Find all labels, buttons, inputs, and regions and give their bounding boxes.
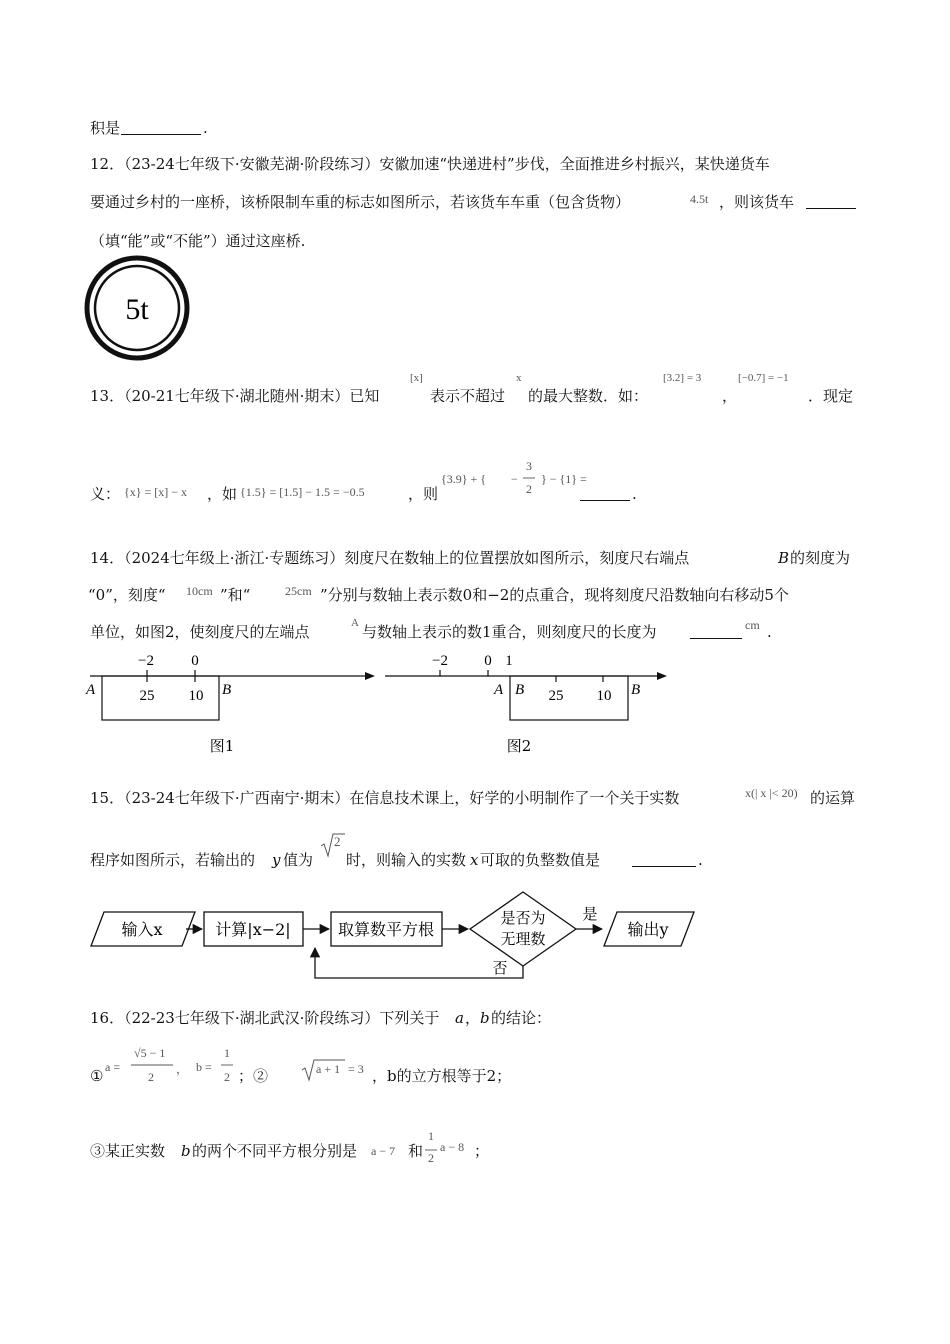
q12-line3: （填“能”或“不能”）通过这座桥. xyxy=(90,232,306,250)
fig2-n-neg2: −2 xyxy=(432,653,448,669)
q16-line1: 16．（22-23七年级下·湖北武汉·阶段练习）下列关于 xyxy=(90,1009,440,1027)
q13-m-def: {x} = [x] − x xyxy=(124,485,188,499)
q14-l2-c: ”分别与数轴上表示数0和−2的点重合，现将刻度尺沿数轴向右移动5个 xyxy=(320,586,789,604)
fig1-B: B xyxy=(222,682,232,698)
q16-c2b: ，b的立方根等于2； xyxy=(372,1067,512,1085)
q15-line1b: 的运算 xyxy=(810,789,856,807)
q15-l2-c: 时，则输入的实数 xyxy=(346,851,467,869)
q14-B: B xyxy=(778,549,790,567)
q13-l2-a: 义： xyxy=(90,485,121,503)
q14-line1b: 的刻度为 xyxy=(790,549,851,567)
q14-l3-b: 与数轴上表示的数1重合，则刻度尺的长度为 xyxy=(362,623,657,641)
q12-line1: 12．（23-24七年级下·安徽芜湖·阶段练习）安徽加速“快递进村”步伐，全面推进乡村振兴，某快递货车 xyxy=(90,155,770,173)
fig2-s25: 25 xyxy=(548,688,564,704)
q16-a: a xyxy=(455,1009,464,1027)
q16-c1: ① xyxy=(90,1067,104,1085)
q15-l2-a: 程序如图所示，若输出的 xyxy=(90,851,256,869)
q15-line1: 15．（23-24七年级下·广西南宁·期末）在信息技术课上，好学的小明制作了一个关于实数 xyxy=(90,789,680,807)
q12-line2b: ，则该货车 xyxy=(719,193,795,211)
top-label: 积是 xyxy=(90,119,121,137)
q13-m-eg: {1.5} = [1.5] − 1.5 = −0.5 xyxy=(240,485,365,499)
fig2-B2: B xyxy=(631,682,641,698)
q13-m-ex1: [3.2] = 3 xyxy=(663,372,702,384)
flow-sqrt: 取算数平方根 xyxy=(337,920,435,939)
q16-and: 和 xyxy=(408,1142,424,1160)
q13-m-ex2: [−0.7] = −1 xyxy=(738,372,789,384)
fig1-caption: 图1 xyxy=(209,737,235,755)
top-period: . xyxy=(203,119,208,137)
q14-m-25cm: 25cm xyxy=(285,584,312,598)
q15-period: . xyxy=(698,851,703,869)
q16-semi: ；② xyxy=(238,1067,269,1085)
q13-l2-c: ，则 xyxy=(408,485,439,503)
q13-m-q1: {3.9} + { xyxy=(441,472,487,486)
sign-text: 5t xyxy=(125,293,149,326)
q15-m-cond: x(| x |< 20) xyxy=(745,786,798,800)
q13-a: 13．（20-21七年级下·湖北随州·期末）已知 xyxy=(90,387,380,405)
q16-m-a-den: 2 xyxy=(148,1070,154,1084)
flow-no: 否 xyxy=(492,959,508,977)
fig2-n-1: 1 xyxy=(505,653,513,669)
q16-m-b-den: 2 xyxy=(224,1070,230,1084)
q12-weight: 4.5t xyxy=(690,192,709,206)
q13-m-x: [x] xyxy=(410,372,423,384)
q13-m-q-den: 2 xyxy=(526,482,532,496)
q13-comma: ， xyxy=(722,387,738,405)
q14-period: . xyxy=(767,623,772,641)
q15-x: x xyxy=(470,851,479,869)
q16-m-root: a + 1 xyxy=(316,1062,341,1076)
q14-l2-a: “0”，刻度“ xyxy=(88,586,166,604)
q14-line1: 14．（2024七年级上·浙江·专题练习）刻度尺在数轴上的位置摆放如图所示，刻度尺右端点 xyxy=(90,549,690,567)
q13-m-x2: x xyxy=(516,372,522,384)
q16-line1b: 的结论： xyxy=(491,1009,552,1027)
q13-c: 的最大整数．如： xyxy=(528,387,649,405)
q13-period: . xyxy=(632,485,637,503)
q14-l2-b: ”和“ xyxy=(220,586,251,604)
flow-decide2: 无理数 xyxy=(500,930,546,948)
q13-m-q-neg: − xyxy=(511,472,518,486)
fig2-A: A xyxy=(494,682,504,698)
q16-m-a8: a − 8 xyxy=(440,1140,465,1154)
q13-b: 表示不超过 xyxy=(430,387,506,405)
q12-line2: 要通过乡村的一座桥，该桥限制车重的标志如图所示，若该货车车重（包含货物） xyxy=(90,193,631,211)
q16-m-a-num: √5 − 1 xyxy=(134,1046,166,1060)
q16-m-b-eq: b = xyxy=(196,1060,212,1074)
q15-y: y xyxy=(272,851,281,869)
q16-c3-b: b xyxy=(181,1142,191,1160)
flow-yes: 是 xyxy=(582,905,598,923)
q16-m-h-den: 2 xyxy=(428,1151,434,1165)
q16-m-a-eq: a = xyxy=(105,1060,121,1074)
q14-l3-a: 单位，如图2，使刻度尺的左端点 xyxy=(90,623,310,641)
q16-m-eq3: = 3 xyxy=(348,1062,364,1076)
q16-m-h-num: 1 xyxy=(428,1129,434,1143)
q16-b: b xyxy=(480,1009,490,1027)
q13-m-q-num: 3 xyxy=(526,459,532,473)
flow-output: 输出y xyxy=(627,920,669,939)
q16-c3: ③某正实数 xyxy=(90,1142,166,1160)
q16-m-a7: a − 7 xyxy=(371,1144,396,1158)
fig2-B1: B xyxy=(515,682,525,698)
flow-decide1: 是否为 xyxy=(500,909,546,927)
q13-l2-b: ，如 xyxy=(207,485,238,503)
flow-calc: 计算|x−2| xyxy=(215,920,291,939)
fig1-A: A xyxy=(86,682,96,698)
q15-l2-d: 可取的负整数值是 xyxy=(480,851,601,869)
flow-input: 输入x xyxy=(121,920,163,939)
q13-d: ．现定 xyxy=(808,387,854,405)
q15-l2-b: 值为 xyxy=(283,851,314,869)
fig1-s10: 10 xyxy=(188,688,204,704)
q16-comma: ， xyxy=(465,1009,481,1027)
q16-semi2: ； xyxy=(474,1142,490,1160)
fig1-n-neg2: −2 xyxy=(138,653,154,669)
fig2-s10: 10 xyxy=(596,688,612,704)
q16-c3b: 的两个不同平方根分别是 xyxy=(192,1142,358,1160)
q14-m-A: A xyxy=(351,617,359,629)
fig2-caption: 图2 xyxy=(506,737,532,755)
fig1-n-0: 0 xyxy=(191,653,199,669)
q14-m-10cm: 10cm xyxy=(186,584,213,598)
fig1-s25: 25 xyxy=(139,688,155,704)
q16-m-comma: ， xyxy=(176,1062,189,1076)
q14-m-cm: cm xyxy=(745,618,760,632)
fig2-n-0: 0 xyxy=(484,653,492,669)
q15-m-sqrt: 2 xyxy=(334,834,341,849)
q16-m-b-num: 1 xyxy=(224,1046,230,1060)
q13-m-q2: } − {1} = xyxy=(541,472,587,486)
